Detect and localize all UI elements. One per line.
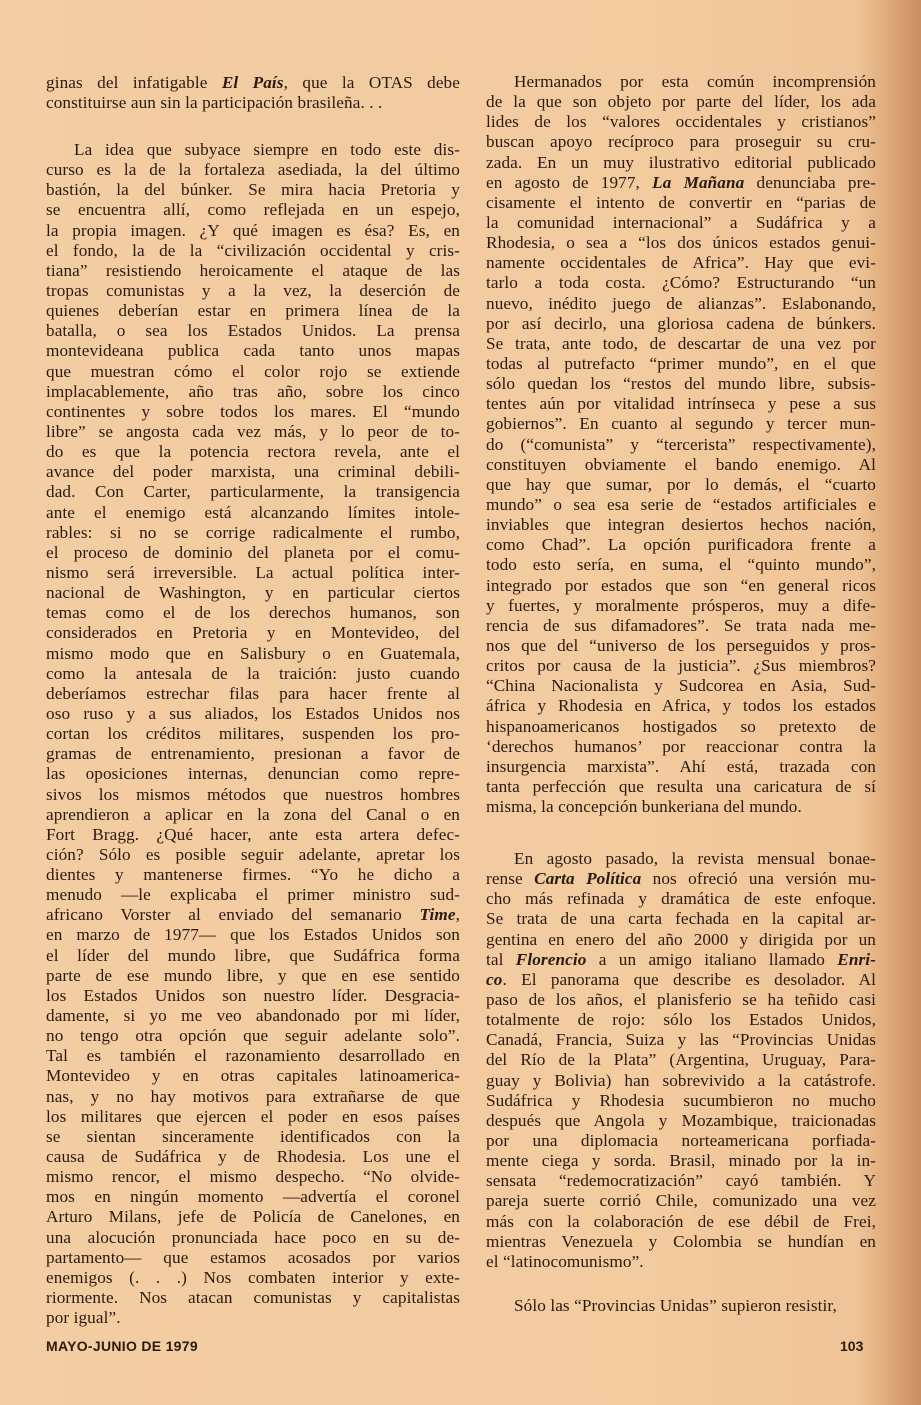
text-line: curso es la de la fortaleza asediada, la del último (46, 160, 460, 180)
text-line: avance del poder marxista, una criminal debili- (46, 462, 460, 482)
text-line: Se trata, ante todo, de descartar de una vez por (486, 333, 876, 353)
text-line: rables: si no se corrige radicalmente el rumbo, (46, 522, 460, 542)
text-line: mientras Venezuela y Colombia se hundían en (486, 1231, 876, 1251)
text-line: mente ciega y sorda. Brasil, minado por la in- (486, 1151, 876, 1171)
italic-title: Carta Política (534, 869, 642, 889)
text-line: las oposiciones internas, denuncian como repre- (46, 764, 460, 784)
text-line: causa de Sudáfrica y de Rhodesia. Los une el (46, 1147, 460, 1167)
text-line: Sólo las “Provincias Unidas” supieron resistir, (514, 1296, 837, 1315)
text-line: Canadá, Francia, Suiza y las “Provincias Unidas (486, 1030, 876, 1050)
text-line: constituirse aun sin la participación brasileña. . . (46, 93, 383, 113)
issue-date: MAYO-JUNIO DE 1979 (46, 1338, 198, 1354)
text-line: de la que son objeto por parte del líder, los ada (486, 92, 876, 112)
paragraph (486, 1296, 876, 1316)
text-line: menudo —le explicaba el primer ministro sud- (46, 885, 460, 905)
italic-title: Enri- (837, 949, 876, 969)
text-line: el fondo, la de la “civilización occidental y cris- (46, 240, 460, 260)
text-line: por así decirlo, una gloriosa cadena de búnkers. (486, 313, 876, 333)
text-line: buscan apoyo recíproco para proseguir su cru- (486, 132, 876, 152)
text-line: tentes aún por vitalidad intrínseca y pese a sus (486, 394, 876, 414)
text-line: insurgencia marxista”. Ahí está, trazada con (486, 756, 876, 776)
text-line: más con la colaboración de ese débil de Frei, (486, 1211, 876, 1231)
text-line: temas como el de los derechos humanos, son (46, 603, 460, 623)
text-line: que muestran cómo el color rojo se extiende (46, 361, 460, 381)
text-line: sivos los mismos métodos que nuestros hombres (46, 784, 460, 804)
text-line: damente, si yo me veo abandonado por mi líder, (46, 1006, 460, 1026)
text-line: batalla, o sea los Estados Unidos. La prensa (46, 321, 460, 341)
text-line: áfrica y Rhodesia en Africa, y todos los estados (486, 696, 876, 716)
text-line: Sudáfrica y Rhodesia sucumbieron no mucho (486, 1090, 876, 1110)
text-line: mos en ningún momento —advertía el coronel (46, 1187, 460, 1207)
text-line: en marzo de 1977— que los Estados Unidos son (46, 925, 460, 945)
paragraph (46, 140, 460, 1328)
text-line: nas, y no hay motivos para extrañarse de que (46, 1086, 460, 1106)
text-line: ante el enemigo está alcanzando límites intole- (46, 502, 460, 522)
text-line: mismo rencor, el mismo despecho. “No olvide- (46, 1167, 460, 1187)
text-line: “China Nacionalista y Sudcorea en Asia, Sud- (486, 676, 876, 696)
text-line: do es que la potencia rectora revela, ante el (46, 442, 460, 462)
text-line: partamento— que estamos acosados por varios (46, 1247, 460, 1267)
italic-title: La Mañana (652, 172, 745, 192)
text-line: dientes y mantenerse firmes. “Yo he dicho a (46, 865, 460, 885)
italic-title: El País (221, 73, 284, 92)
text-line: Se trata de una carta fechada en la capital ar- (486, 909, 876, 929)
text-line: tropas comunistas y a la vez, la deserción de (46, 280, 460, 300)
text-line: Hermanados por esta común incomprensión (514, 72, 876, 91)
text-line: gramas de entrenamiento, presionan a favor de (46, 744, 460, 764)
text-line: zada. En un muy ilustrativo editorial publicado (486, 152, 876, 172)
text-line: critos por causa de la justicia”. ¿Sus miembros? (486, 656, 876, 676)
text-line: después que Angola y Mozambique, traicionadas (486, 1110, 876, 1130)
text-line: sensata “redemocratización” cayó también. Y (486, 1171, 876, 1191)
text-line: Montevideo y en otras capitales latinoamerica- (46, 1066, 460, 1086)
text-line: sólo quedan los “restos del mundo libre, subsis- (486, 374, 876, 394)
text-line: Fort Bragg. ¿Qué hacer, ante esta artera defec- (46, 824, 460, 844)
text-line: mismo modo que en Salisbury o en Guatemala, (46, 643, 460, 663)
text-line: tal Florencio a un amigo italiano llamado Enri- (486, 949, 876, 969)
text-line: tanta perfección que resulta una caricatura de sí (486, 776, 876, 796)
page-number: 103 (840, 1338, 864, 1354)
text-line: el líder del mundo libre, que Sudáfrica forma (46, 945, 460, 965)
text-line: Arturo Milans, jefe de Policía de Canelones, en (46, 1207, 460, 1227)
text-line: rense Carta Política nos ofreció una versión mu- (486, 869, 876, 889)
text-line: montevideana publica cada tanto unos mapas (46, 341, 460, 361)
text-line: todo esto sería, en suma, el “quinto mundo”, (486, 555, 876, 575)
paragraph (486, 72, 876, 817)
text-line: los militares que ejercen el poder en esos países (46, 1106, 460, 1126)
text-line: tarlo a toda costa. ¿Cómo? Estructurando “un (486, 273, 876, 293)
text-line: constituyen obviamente el bando enemigo. Al (486, 454, 876, 474)
text-line: ción? Sólo es posible seguir adelante, apretar los (46, 844, 460, 864)
text-line: se sientan sinceramente identificados con la (46, 1126, 460, 1146)
text-line: integrado por estados que son “en general ricos (486, 575, 876, 595)
text-line: quienes deberían estar en primera línea de la (46, 301, 460, 321)
text-line: enemigos (. . .) Nos combaten interior y exte- (46, 1267, 460, 1287)
text-line: ‘derechos humanos’ por reaccionar contra la (486, 736, 876, 756)
text-line: La idea que subyace siempre en todo este dis- (74, 140, 460, 159)
text-line: paso de los años, el planisferio se ha teñido casi (486, 989, 876, 1009)
text-line: aprendieron a aplicar en la zona del Canal o en (46, 804, 460, 824)
paragraph (46, 73, 460, 113)
text-line: nos que del “universo de los perseguidos y pros- (486, 635, 876, 655)
text-line: se encuentra allí, como reflejada en un espejo, (46, 200, 460, 220)
text-line: mundo” o sea esa serie de “estados artificiales e (486, 494, 876, 514)
text-line: africano Vorster al enviado del semanario Time, (46, 905, 460, 925)
text-line: como Chad”. La opción purificadora frente a (486, 535, 876, 555)
text-line: como la antesala de la traición: justo cuando (46, 663, 460, 683)
text-line: gentina en enero del año 2000 y dirigida por un (486, 929, 876, 949)
text-line: por una diplomacia norteamericana porfiada- (486, 1130, 876, 1150)
text-line: guay y Bolivia) han sobrevivido a la catástrofe. (486, 1070, 876, 1090)
text-line: misma, la concepción bunkeriana del mundo. (486, 797, 802, 817)
text-line: oso ruso y a sus aliados, los Estados Unidos nos (46, 703, 460, 723)
text-line: lides de los “valores occidentales y cristianos” (486, 112, 876, 132)
text-line: nacional de Washington, y en particular ciertos (46, 583, 460, 603)
text-line: riormente. Nos atacan comunistas y capitalistas (46, 1288, 460, 1308)
text-line: los Estados Unidos son nuestro líder. Desgracia- (46, 985, 460, 1005)
text-line: Rhodesia, o sea a “los dos únicos estados genui- (486, 233, 876, 253)
text-line: gobiernos”. En cuanto al segundo y tercer mun- (486, 414, 876, 434)
text-line: del Río de la Plata” (Argentina, Uruguay, Para- (486, 1050, 876, 1070)
italic-title: Florencio (515, 949, 587, 969)
text-line: libre” se angosta cada vez más, y lo peor de to- (46, 421, 460, 441)
text-line: cho más refinada y dramática de este enfoque. (486, 889, 876, 909)
italic-title: Time (419, 905, 456, 925)
text-line: no tengo otra opción que seguir adelante solo”. (46, 1026, 460, 1046)
text-line: cortan los créditos militares, suspenden los pro- (46, 724, 460, 744)
text-line: el “latinocomunismo”. (486, 1251, 644, 1271)
text-line: la comunidad internacional” a Sudáfrica y a (486, 212, 876, 232)
text-line: considerados en Pretoria y en Montevideo, del (46, 623, 460, 643)
text-line: nismo será irreversible. La actual política inter- (46, 562, 460, 582)
text-line: y fuertes, y moralmente prósperos, muy a dife- (486, 595, 876, 615)
text-line: el proceso de dominio del planeta por el comu- (46, 542, 460, 562)
text-line: una alocución pronunciada hace poco en su de- (46, 1227, 460, 1247)
text-line: dad. Con Carter, particularmente, la transigencia (46, 482, 460, 502)
text-line: hispanoamericanos hostigados so pretexto de (486, 716, 876, 736)
text-line: Tal es también el razonamiento desarrollado en (46, 1046, 460, 1066)
paragraph (486, 849, 876, 1272)
text-line: por igual”. (46, 1308, 121, 1328)
text-line: todas al putrefacto “primer mundo”, en el que (486, 353, 876, 373)
text-line: la propia imagen. ¿Y qué imagen es ésa? Es, en (46, 220, 460, 240)
text-line: en agosto de 1977, La Mañana denunciaba pre- (486, 172, 876, 192)
text-line: rencia de sus difamadores”. Se trata nada me- (486, 615, 876, 635)
text-line: bastión, la del búnker. Se mira hacia Pretoria y (46, 180, 460, 200)
text-line: nuevo, inédito juego de alianzas”. Eslabonando, (486, 293, 876, 313)
text-line: tiana” resistiendo heroicamente el ataque de las (46, 260, 460, 280)
text-line: deberíamos estrechar filas para hacer frente al (46, 683, 460, 703)
text-line: ginas del infatigable El País, que la OTAS debe (46, 73, 460, 92)
text-line: que hay que sumar, por lo demás, el “cuarto (486, 474, 876, 494)
text-line: continentes y sobre todos los mares. El “mundo (46, 401, 460, 421)
text-line: do (“comunista” y “tercerista” respectivamente), (486, 434, 876, 454)
italic-title: co (486, 969, 503, 989)
text-line: pareja suerte corrió Chile, comunizado una vez (486, 1191, 876, 1211)
text-line: co. El panorama que describe es desolador. Al (486, 969, 876, 989)
text-line: inviables que integran desiertos hechos nación, (486, 515, 876, 535)
text-line: parte de ese mundo libre, y que en ese sentido (46, 965, 460, 985)
text-line: namente occidentales de Africa”. Hay que evi- (486, 253, 876, 273)
text-line: implacablemente, año tras año, sobre los cinco (46, 381, 460, 401)
text-line: totalmente de rojo: sólo los Estados Unidos, (486, 1010, 876, 1030)
text-line: En agosto pasado, la revista mensual bonae- (514, 849, 876, 868)
text-line: cisamente el intento de convertir en “parias de (486, 192, 876, 212)
